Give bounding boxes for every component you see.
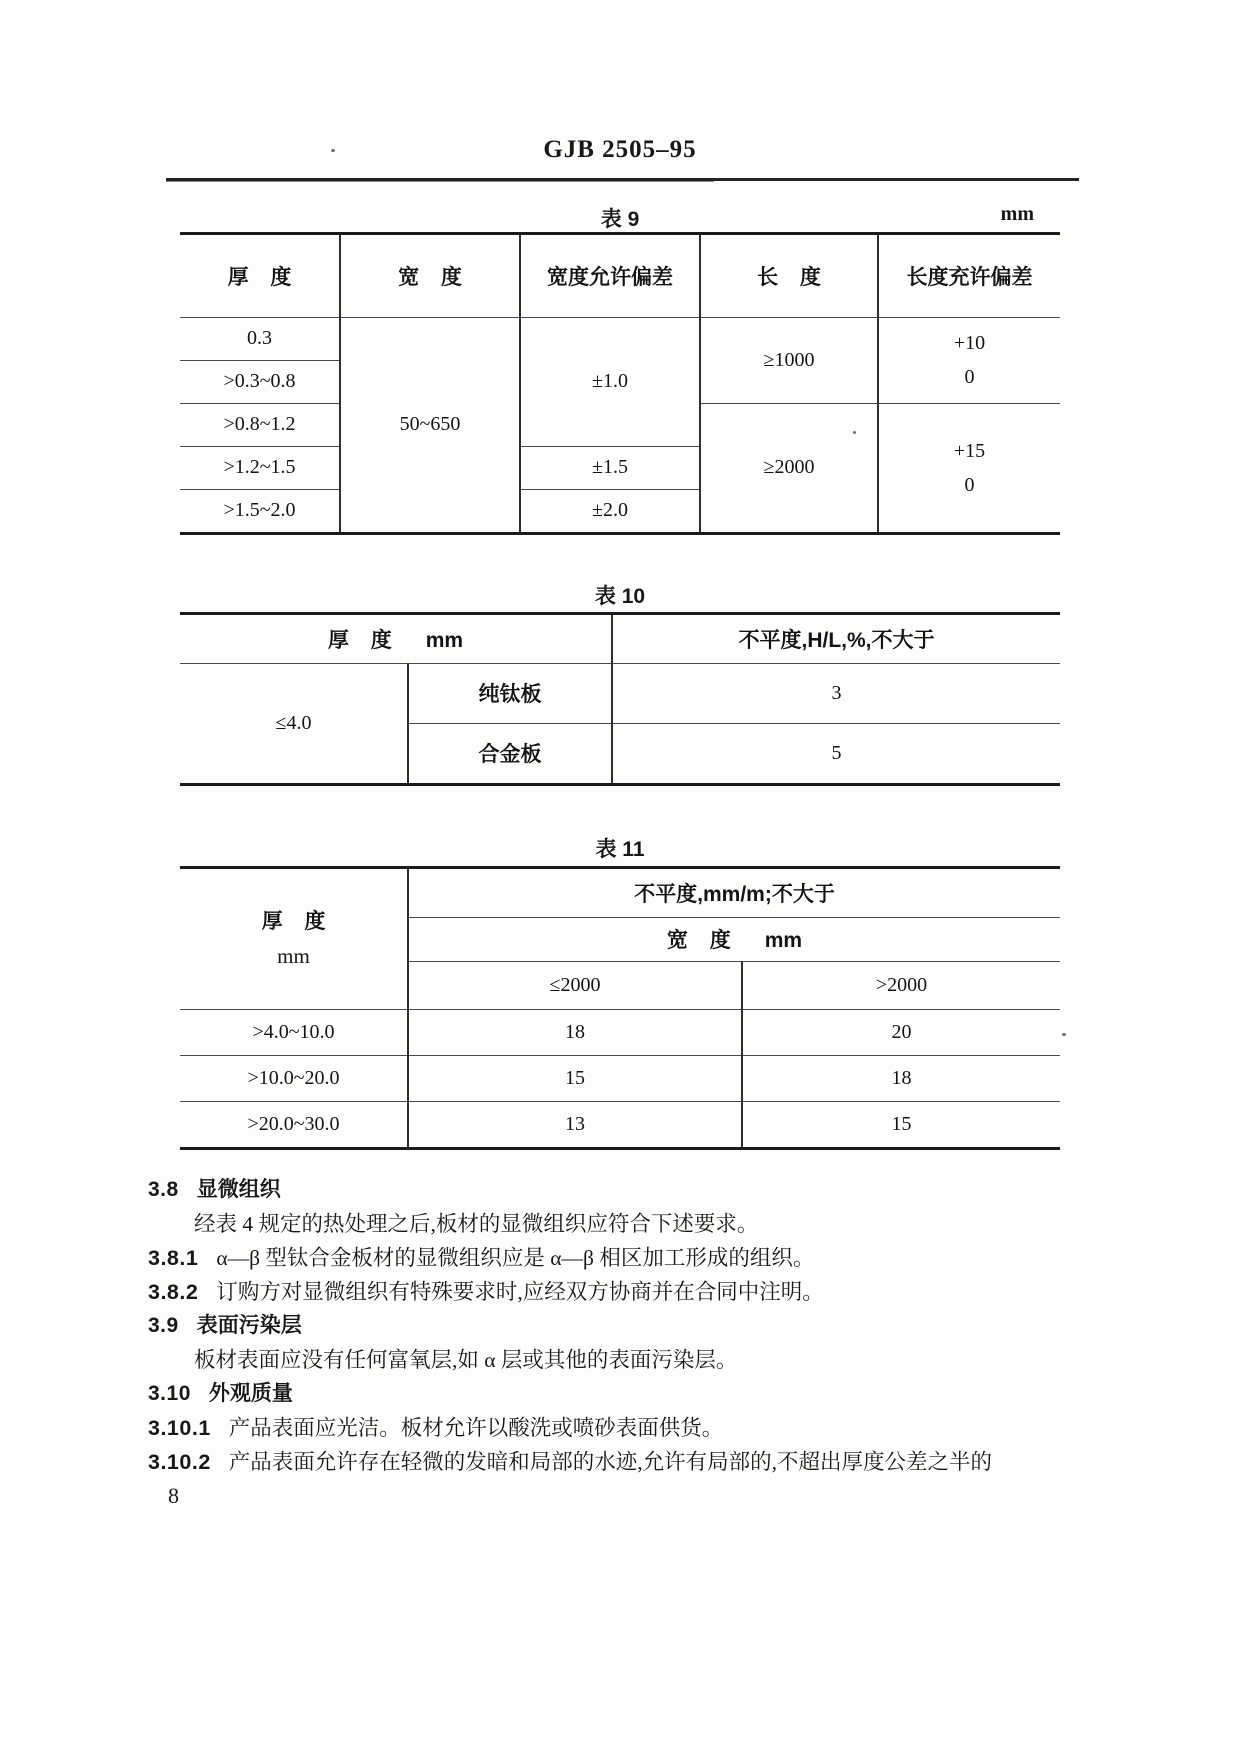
table11-col-thickness: 厚 度 mm [180, 869, 408, 1009]
flatness-value-cell: 15 [742, 1101, 1060, 1147]
thickness-cell: >10.0~20.0 [180, 1055, 408, 1101]
width-range-cell: ≤2000 [408, 961, 742, 1009]
plate-type-cell: 合金板 [408, 723, 612, 783]
scan-speckle [331, 149, 335, 152]
table9-col-thickness: 厚 度 [180, 235, 340, 317]
section-heading-3-8: 3.8 显微组织 [148, 1178, 281, 1201]
flatness-value-cell: 20 [742, 1009, 1060, 1055]
table11-caption: 表 11 [595, 838, 645, 861]
flatness-value-cell: 15 [408, 1055, 742, 1101]
page-number: 8 [168, 1483, 179, 1508]
table11-row [180, 1101, 1060, 1147]
thickness-cell: >1.5~2.0 [180, 489, 340, 532]
width-tol-cell: ±2.0 [520, 489, 700, 532]
table10-row [180, 663, 1060, 723]
flatness-value-cell: 5 [612, 723, 1060, 783]
length-cell: ≥1000 [700, 317, 878, 403]
length-cell: ≥2000 [700, 403, 878, 532]
flatness-value-cell: 13 [408, 1101, 742, 1147]
thickness-cell: >20.0~30.0 [180, 1101, 408, 1147]
table9-row [180, 317, 1060, 360]
table11-row [180, 1055, 1060, 1101]
page-title: GJB 2505–95 [543, 136, 697, 163]
section-3-8-body: 经表 4 规定的热处理之后,板材的显微组织应符合下述要求。 [194, 1212, 759, 1236]
flatness-value-cell: 3 [612, 663, 1060, 723]
table9-col-length-tol: 长度充许偏差 [878, 235, 1060, 317]
section-3-10-2: 3.10.2 产品表面允许存在轻微的发暗和局部的水迹,允许有局部的,不超出厚度公差之半的 [148, 1450, 993, 1474]
table9-unit-label: mm [1000, 203, 1034, 225]
section-3-8-2: 3.8.2 订购方对显微组织有特殊要求时,应经双方协商并在合同中注明。 [148, 1280, 824, 1304]
thickness-cell: >1.2~1.5 [180, 446, 340, 489]
table10-caption-row [164, 580, 1076, 606]
table9-col-width: 宽 度 [340, 235, 520, 317]
width-cell: 50~650 [340, 317, 520, 532]
flatness-value-cell: 18 [742, 1055, 1060, 1101]
section-3-8-1: 3.8.1 α—β 型钛合金板材的显微组织应是 α—β 相区加工形成的组织。 [148, 1246, 815, 1270]
plate-type-cell: 纯钛板 [408, 663, 612, 723]
section-3-10-1: 3.10.1 产品表面应光洁。板材允许以酸洗或喷砂表面供货。 [148, 1416, 724, 1440]
body-text [148, 1173, 1098, 1513]
thickness-cell: 0.3 [180, 317, 340, 360]
table11 [180, 866, 1060, 1150]
thickness-cell: ≤4.0 [180, 663, 408, 783]
table9-caption: 表 9 [600, 208, 640, 231]
flatness-value-cell: 18 [408, 1009, 742, 1055]
table10-col-flatness: 不平度,H/L,%,不大于 [612, 615, 1060, 663]
length-tol-cell: +15 0 [878, 403, 1060, 532]
thickness-cell: >0.8~1.2 [180, 403, 340, 446]
table11-caption-row [164, 833, 1076, 859]
section-3-9-body: 板材表面应没有任何富氧层,如 α 层或其他的表面污染层。 [194, 1348, 738, 1372]
thickness-cell: >0.3~0.8 [180, 360, 340, 403]
table11-row [180, 1009, 1060, 1055]
table11-flatness-header: 不平度,mm/m;不大于 [408, 869, 1060, 917]
table11-header-row1 [180, 869, 1060, 917]
table10-col-thickness: 厚 度 mm [180, 615, 612, 663]
scan-speckle [853, 431, 856, 434]
thickness-cell: >4.0~10.0 [180, 1009, 408, 1055]
width-tol-cell: ±1.0 [520, 317, 700, 446]
header-divider-rule [166, 178, 1079, 181]
table11-width-header: 宽 度 mm [408, 917, 1060, 961]
section-heading-3-10: 3.10 外观质量 [148, 1382, 293, 1405]
table10-header-row [180, 615, 1060, 663]
table9-col-length: 长 度 [700, 235, 878, 317]
table10 [180, 612, 1060, 786]
table9-col-width-tol: 宽度允许偏差 [520, 235, 700, 317]
table9 [180, 232, 1060, 535]
length-tol-cell: +10 0 [878, 317, 1060, 403]
width-tol-cell: ±1.5 [520, 446, 700, 489]
table9-caption-row [164, 203, 1076, 229]
scan-speckle [1062, 1033, 1066, 1036]
table10-caption: 表 10 [594, 585, 646, 608]
width-range-cell: >2000 [742, 961, 1060, 1009]
table9-header-row [180, 235, 1060, 317]
section-heading-3-9: 3.9 表面污染层 [148, 1314, 302, 1337]
